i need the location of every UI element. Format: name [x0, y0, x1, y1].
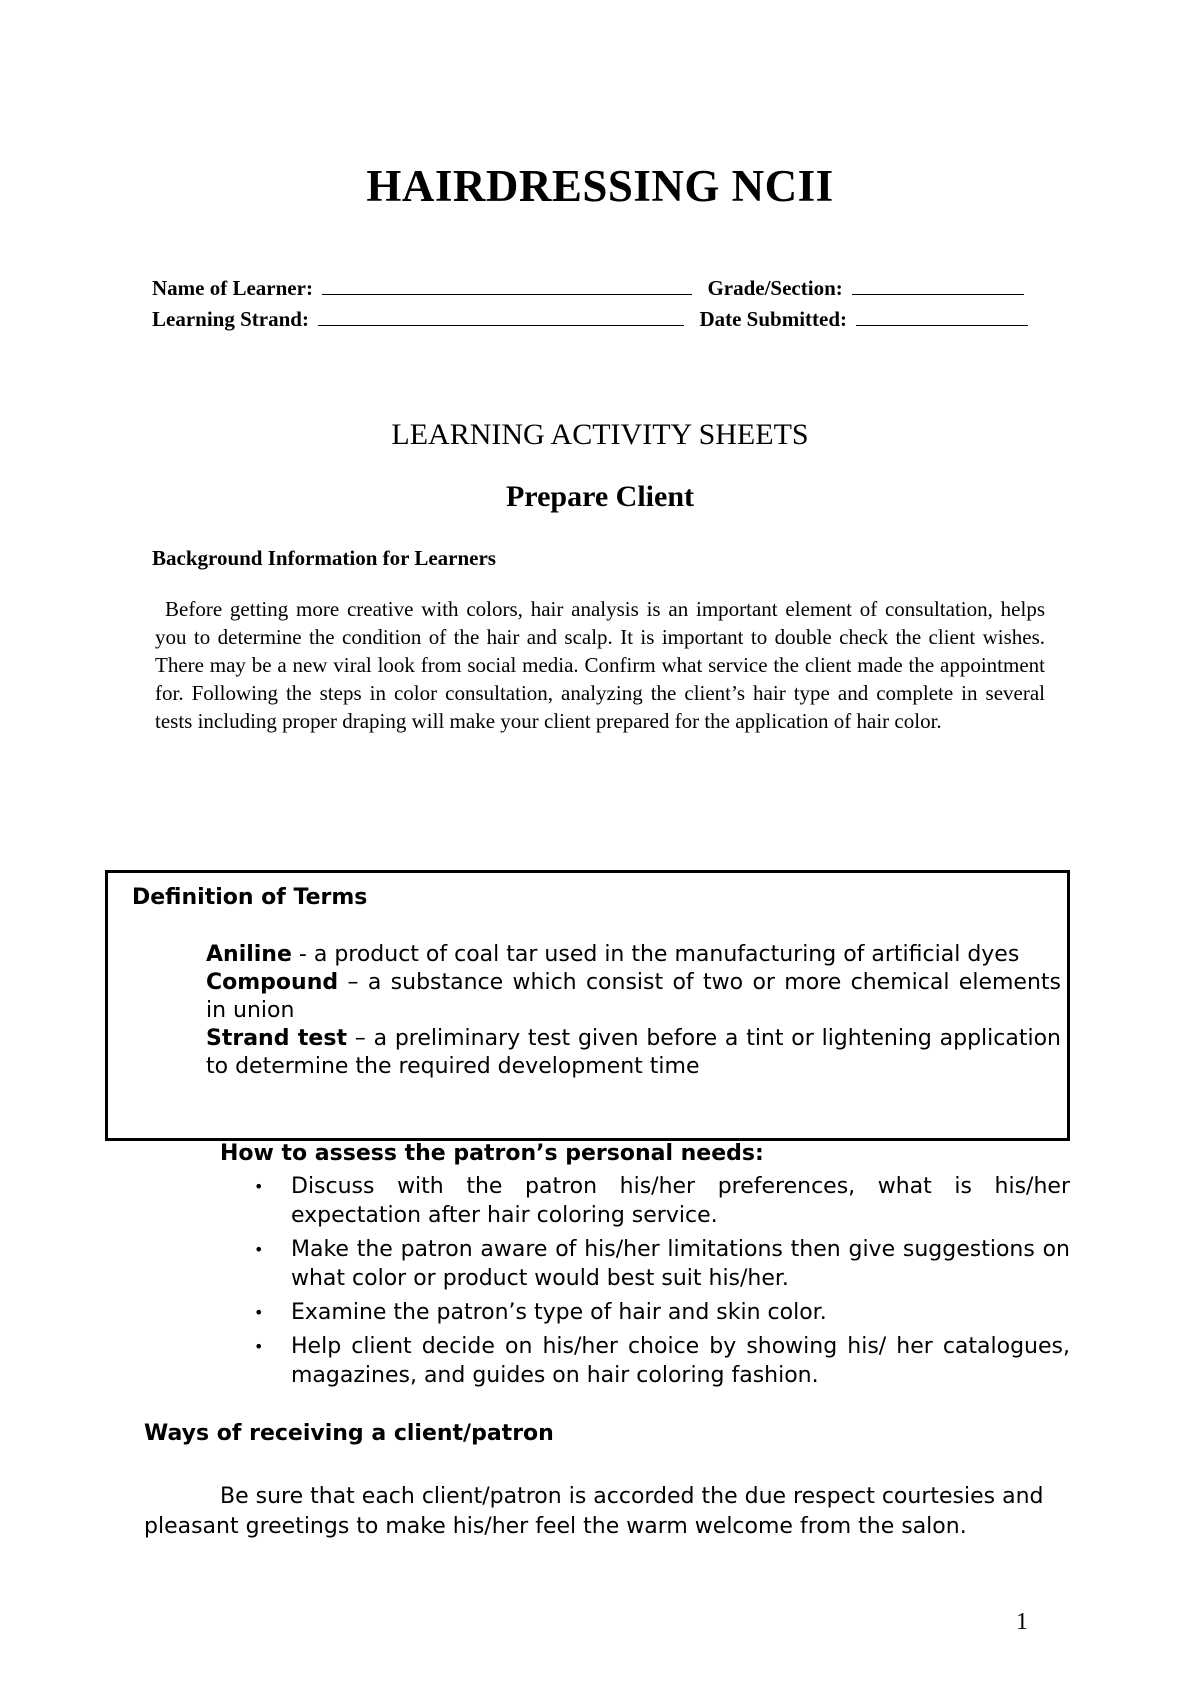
- bullet-icon: •: [254, 1177, 264, 1196]
- background-paragraph: Before getting more creative with colors, hair analysis is an important element of consultation, helps you to determine the condition of the hair and scalp. It is important to double check the client wishes. There may be a new viral look from social media. Confirm what service the client made the appointment for. Following the steps in color consultation, analyzing the client’s hair type and complete in several tests including proper draping will make your client prepared for the application of hair color.: [155, 597, 1045, 733]
- term-name: Aniline: [206, 942, 292, 967]
- list-item: [250, 1172, 1070, 1230]
- topic-title: Prepare Client: [505, 480, 694, 513]
- ways-paragraph: Be sure that each client/patron is accorded the due respect courtesies and pleasant greetings to make his/her feel the warm welcome from the salon.: [144, 1484, 1044, 1539]
- page-number: 1: [1016, 1609, 1028, 1635]
- sheet-title: LEARNING ACTIVITY SHEETS: [391, 418, 809, 451]
- term-separator: –: [346, 1026, 374, 1051]
- needs-heading: How to assess the patron’s personal needs:: [220, 1141, 764, 1166]
- background-heading: Background Information for Learners: [152, 546, 496, 570]
- list-item: [250, 1332, 1070, 1390]
- list-item-text: Make the patron aware of his/her limitations then give suggestions on what color or product would best suit his/her.: [291, 1237, 1070, 1291]
- needs-list: [250, 1172, 1070, 1395]
- term-aniline: [206, 941, 1061, 969]
- list-item-text: Examine the patron’s type of hair and skin color.: [291, 1300, 827, 1325]
- definition-heading: Definition of Terms: [132, 885, 368, 910]
- term-separator: –: [338, 970, 368, 995]
- date-submitted-blank[interactable]: [856, 307, 1028, 326]
- grade-section-label: Grade/Section:: [707, 276, 843, 300]
- term-strand-test: [206, 1025, 1061, 1081]
- bullet-icon: •: [254, 1240, 264, 1259]
- term-definition: a preliminary test given before a tint or lightening application to determine the required development time: [206, 1026, 1061, 1079]
- term-definition: a product of coal tar used in the manufacturing of artificial dyes: [313, 942, 1020, 967]
- bullet-icon: •: [254, 1337, 264, 1356]
- list-item-text: Help client decide on his/her choice by showing his/ her catalogues, magazines, and guides on hair coloring fashion.: [291, 1334, 1070, 1388]
- term-definition: a substance which consist of two or more chemical elements in union: [206, 970, 1061, 1023]
- learner-info-row-1: [152, 276, 1024, 301]
- list-item: [250, 1298, 1070, 1327]
- name-of-learner-blank[interactable]: [322, 276, 692, 295]
- term-name: Compound: [206, 970, 339, 995]
- term-compound: [206, 969, 1061, 1025]
- definition-of-terms-box: [105, 870, 1070, 1141]
- document-title: HAIRDRESSING NCII: [366, 161, 834, 211]
- list-item: [250, 1235, 1070, 1293]
- learner-info-row-2: [152, 307, 1028, 332]
- ways-heading: Ways of receiving a client/patron: [144, 1421, 554, 1446]
- term-separator: -: [291, 942, 314, 967]
- grade-section-blank[interactable]: [852, 276, 1024, 295]
- learning-strand-blank[interactable]: [318, 307, 684, 326]
- terms-list: [206, 941, 1061, 1081]
- term-name: Strand test: [206, 1026, 347, 1051]
- learning-strand-label: Learning Strand:: [152, 307, 309, 331]
- name-of-learner-label: Name of Learner:: [152, 276, 313, 300]
- date-submitted-label: Date Submitted:: [699, 307, 848, 331]
- list-item-text: Discuss with the patron his/her preferences, what is his/her expectation after hair coloring service.: [291, 1174, 1070, 1228]
- bullet-icon: •: [254, 1303, 264, 1322]
